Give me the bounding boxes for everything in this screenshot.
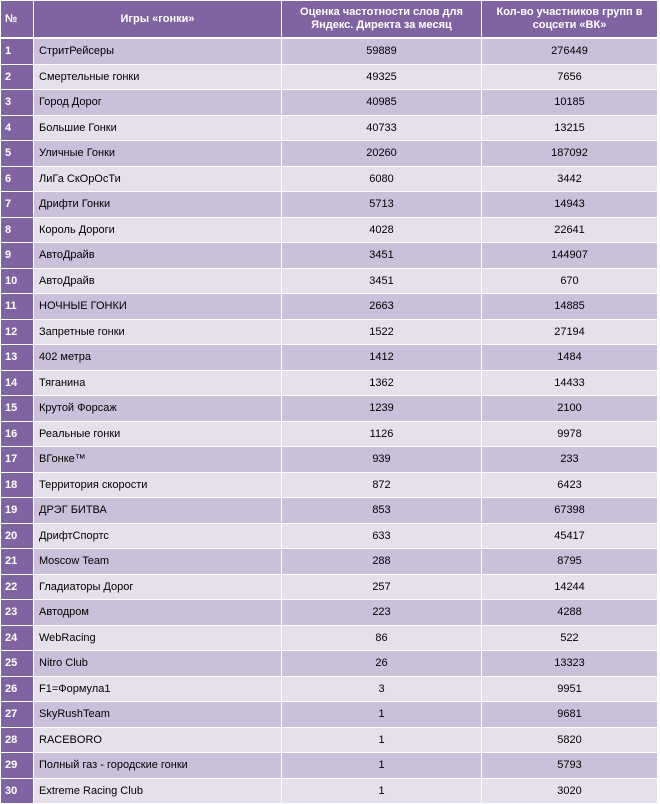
- vk-members: 9951: [482, 676, 658, 702]
- yandex-frequency: 3451: [282, 268, 482, 294]
- game-name: F1=Формула1: [34, 676, 282, 702]
- game-name: Гладиаторы Дорог: [34, 574, 282, 600]
- yandex-frequency: 86: [282, 625, 482, 651]
- row-number: 3: [1, 90, 34, 116]
- game-name: Большие Гонки: [34, 115, 282, 141]
- yandex-frequency: 1412: [282, 345, 482, 371]
- yandex-frequency: 2663: [282, 294, 482, 320]
- yandex-frequency: 3451: [282, 243, 482, 269]
- game-name: Тяганина: [34, 370, 282, 396]
- game-name: Смертельные гонки: [34, 64, 282, 90]
- game-name: АвтоДрайв: [34, 243, 282, 269]
- vk-members: 144907: [482, 243, 658, 269]
- row-number: 12: [1, 319, 34, 345]
- table-row: [1, 472, 658, 498]
- game-name: ЛиГа СкОрОсТи: [34, 166, 282, 192]
- yandex-frequency: 1: [282, 702, 482, 728]
- row-number: 11: [1, 294, 34, 320]
- table-row: [1, 319, 658, 345]
- yandex-frequency: 26: [282, 651, 482, 677]
- table-row: [1, 243, 658, 269]
- table-row: [1, 421, 658, 447]
- table-row: [1, 217, 658, 243]
- row-number: 9: [1, 243, 34, 269]
- yandex-frequency: 257: [282, 574, 482, 600]
- game-name: Extreme Racing Club: [34, 778, 282, 804]
- game-name: Автодром: [34, 600, 282, 626]
- vk-members: 14244: [482, 574, 658, 600]
- yandex-frequency: 1362: [282, 370, 482, 396]
- table-row: [1, 38, 658, 64]
- row-number: 24: [1, 625, 34, 651]
- vk-members: 4288: [482, 600, 658, 626]
- yandex-frequency: 1239: [282, 396, 482, 422]
- yandex-frequency: 49325: [282, 64, 482, 90]
- vk-members: 3442: [482, 166, 658, 192]
- vk-members: 276449: [482, 38, 658, 64]
- vk-members: 3020: [482, 778, 658, 804]
- table-row: [1, 64, 658, 90]
- game-name: Nitro Club: [34, 651, 282, 677]
- vk-members: 6423: [482, 472, 658, 498]
- game-name: WebRacing: [34, 625, 282, 651]
- table-header: [1, 1, 658, 39]
- row-number: 29: [1, 753, 34, 779]
- game-name: Город Дорог: [34, 90, 282, 116]
- vk-members: 9978: [482, 421, 658, 447]
- vk-members: 522: [482, 625, 658, 651]
- yandex-frequency: 1522: [282, 319, 482, 345]
- vk-members: 233: [482, 447, 658, 473]
- row-number: 15: [1, 396, 34, 422]
- yandex-frequency: 4028: [282, 217, 482, 243]
- yandex-frequency: 59889: [282, 38, 482, 64]
- table-row: [1, 549, 658, 575]
- game-name: SkyRushTeam: [34, 702, 282, 728]
- table-row: [1, 753, 658, 779]
- row-number: 5: [1, 141, 34, 167]
- row-number: 30: [1, 778, 34, 804]
- table-row: [1, 523, 658, 549]
- table-row: [1, 115, 658, 141]
- game-name: Полный газ - городские гонки: [34, 753, 282, 779]
- row-number: 7: [1, 192, 34, 218]
- vk-members: 187092: [482, 141, 658, 167]
- yandex-frequency: 3: [282, 676, 482, 702]
- row-number: 16: [1, 421, 34, 447]
- row-number: 18: [1, 472, 34, 498]
- row-number: 25: [1, 651, 34, 677]
- table-row: [1, 90, 658, 116]
- table-row: [1, 294, 658, 320]
- yandex-frequency: 288: [282, 549, 482, 575]
- yandex-frequency: 853: [282, 498, 482, 524]
- game-name: Территория скорости: [34, 472, 282, 498]
- game-name: Moscow Team: [34, 549, 282, 575]
- row-number: 20: [1, 523, 34, 549]
- vk-members: 5793: [482, 753, 658, 779]
- row-number: 1: [1, 38, 34, 64]
- vk-members: 5820: [482, 727, 658, 753]
- yandex-frequency: 20260: [282, 141, 482, 167]
- vk-members: 9681: [482, 702, 658, 728]
- row-number: 10: [1, 268, 34, 294]
- table-row: [1, 702, 658, 728]
- vk-members: 1484: [482, 345, 658, 371]
- vk-members: 13215: [482, 115, 658, 141]
- row-number: 6: [1, 166, 34, 192]
- yandex-frequency: 40733: [282, 115, 482, 141]
- table-row: [1, 574, 658, 600]
- vk-members: 8795: [482, 549, 658, 575]
- row-number: 28: [1, 727, 34, 753]
- row-number: 26: [1, 676, 34, 702]
- header-vk-members: Кол-во участников групп в соцсети «ВК»: [482, 1, 658, 39]
- row-number: 2: [1, 64, 34, 90]
- game-name: Дрифти Гонки: [34, 192, 282, 218]
- row-number: 19: [1, 498, 34, 524]
- header-yandex-frequency: Оценка частотности слов для Яндекс. Директа за месяц: [282, 1, 482, 39]
- yandex-frequency: 1: [282, 727, 482, 753]
- table-row: [1, 370, 658, 396]
- vk-members: 14885: [482, 294, 658, 320]
- yandex-frequency: 40985: [282, 90, 482, 116]
- row-number: 21: [1, 549, 34, 575]
- game-name: ДрифтСпортс: [34, 523, 282, 549]
- game-name: Реальные гонки: [34, 421, 282, 447]
- game-name: Король Дороги: [34, 217, 282, 243]
- vk-members: 14943: [482, 192, 658, 218]
- row-number: 4: [1, 115, 34, 141]
- row-number: 27: [1, 702, 34, 728]
- row-number: 23: [1, 600, 34, 626]
- table-body: [1, 38, 658, 804]
- header-number: №: [1, 1, 34, 39]
- yandex-frequency: 1: [282, 753, 482, 779]
- vk-members: 10185: [482, 90, 658, 116]
- game-name: НОЧНЫЕ ГОНКИ: [34, 294, 282, 320]
- header-row: [1, 1, 658, 39]
- vk-members: 27194: [482, 319, 658, 345]
- yandex-frequency: 939: [282, 447, 482, 473]
- yandex-frequency: 223: [282, 600, 482, 626]
- yandex-frequency: 872: [282, 472, 482, 498]
- game-name: АвтоДрайв: [34, 268, 282, 294]
- table-row: [1, 141, 658, 167]
- game-name: Запретные гонки: [34, 319, 282, 345]
- table-row: [1, 345, 658, 371]
- vk-members: 13323: [482, 651, 658, 677]
- yandex-frequency: 1126: [282, 421, 482, 447]
- table-row: [1, 651, 658, 677]
- game-name: СтритРейсеры: [34, 38, 282, 64]
- table-row: [1, 727, 658, 753]
- vk-members: 67398: [482, 498, 658, 524]
- vk-members: 670: [482, 268, 658, 294]
- game-name: Крутой Форсаж: [34, 396, 282, 422]
- vk-members: 22641: [482, 217, 658, 243]
- row-number: 8: [1, 217, 34, 243]
- game-name: RACEBORO: [34, 727, 282, 753]
- game-name: Уличные Гонки: [34, 141, 282, 167]
- row-number: 13: [1, 345, 34, 371]
- yandex-frequency: 6080: [282, 166, 482, 192]
- table-row: [1, 192, 658, 218]
- header-game-name: Игры «гонки»: [34, 1, 282, 39]
- vk-members: 45417: [482, 523, 658, 549]
- vk-members: 14433: [482, 370, 658, 396]
- table-row: [1, 268, 658, 294]
- vk-members: 2100: [482, 396, 658, 422]
- yandex-frequency: 5713: [282, 192, 482, 218]
- yandex-frequency: 1: [282, 778, 482, 804]
- game-name: ВГонке™: [34, 447, 282, 473]
- table-row: [1, 166, 658, 192]
- table-row: [1, 676, 658, 702]
- table-row: [1, 600, 658, 626]
- row-number: 22: [1, 574, 34, 600]
- table-row: [1, 396, 658, 422]
- row-number: 17: [1, 447, 34, 473]
- yandex-frequency: 633: [282, 523, 482, 549]
- game-name: ДРЭГ БИТВА: [34, 498, 282, 524]
- game-name: 402 метра: [34, 345, 282, 371]
- vk-members: 7656: [482, 64, 658, 90]
- row-number: 14: [1, 370, 34, 396]
- table-row: [1, 625, 658, 651]
- table-row: [1, 447, 658, 473]
- table-row: [1, 498, 658, 524]
